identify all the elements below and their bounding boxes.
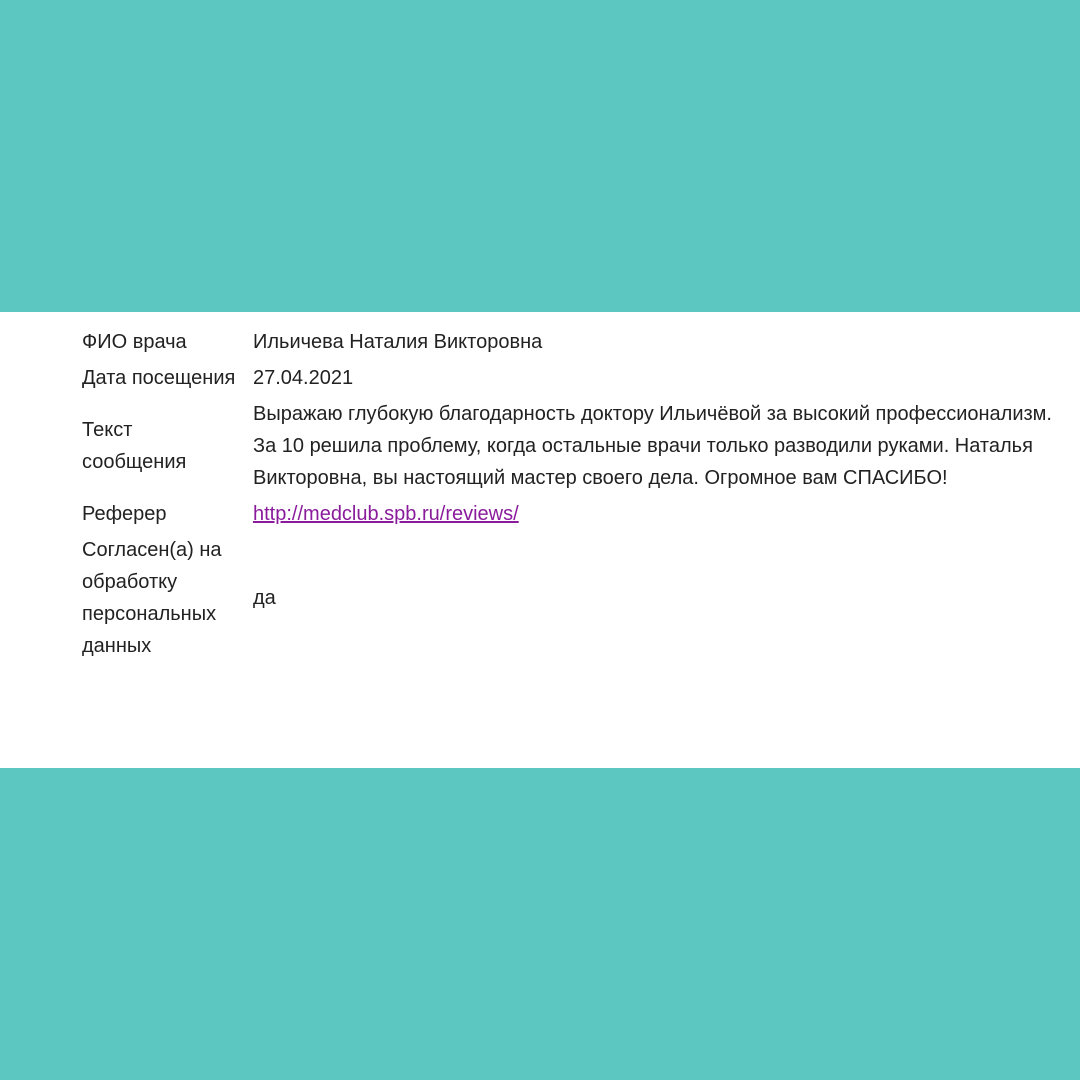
top-background-band <box>0 0 1080 312</box>
consent-label: Согласен(а) на обработку персональных данных <box>82 539 222 657</box>
consent-value: да <box>253 587 276 609</box>
message-text-value: Выражаю глубокую благодарность доктору Ильичёвой за высокий профессионализм. За 10 решила проблему, когда остальные врачи только разводили руками. Наталья Викторовна, вы настоящий мастер своего дела. Огромное вам СПАСИБО! <box>253 403 1052 489</box>
doctor-name-label: ФИО врача <box>82 331 187 353</box>
visit-date-value: 27.04.2021 <box>253 367 354 389</box>
table-row-message-text <box>78 396 1057 496</box>
table-row-visit-date <box>78 360 1057 396</box>
referrer-value-cell <box>245 496 1057 532</box>
table-row-consent <box>78 532 1057 664</box>
visit-date-label: Дата посещения <box>82 367 236 389</box>
referrer-link[interactable]: http://medclub.spb.ru/reviews/ <box>253 503 519 525</box>
table-row-doctor-name <box>78 324 1057 360</box>
doctor-name-value: Ильичева Наталия Викторовна <box>253 331 543 353</box>
bottom-background-band <box>0 768 1080 1080</box>
table-row-referrer <box>78 496 1057 532</box>
referrer-label: Реферер <box>82 503 167 525</box>
message-text-label: Текст сообщения <box>82 419 187 473</box>
review-details-panel <box>0 312 1080 768</box>
review-details-table <box>78 324 1057 664</box>
